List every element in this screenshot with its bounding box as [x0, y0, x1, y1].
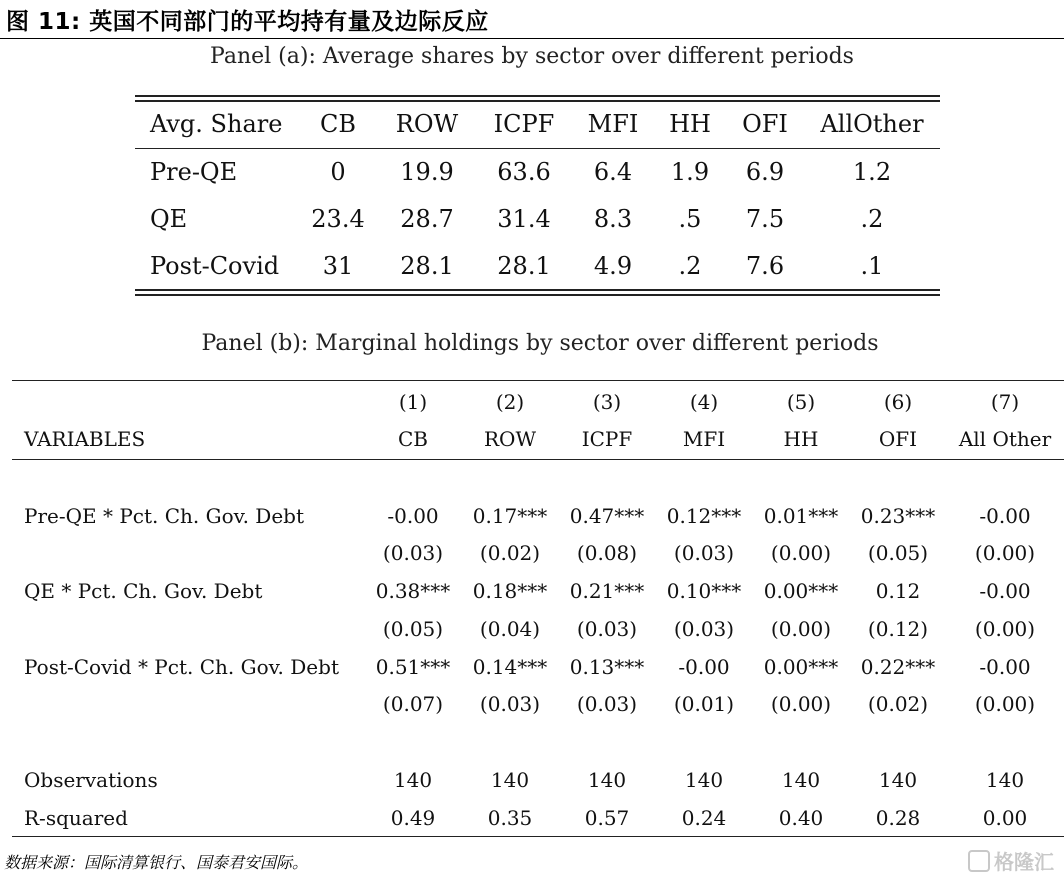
source-note: 数据来源：国际清算银行、国泰君安国际。	[4, 853, 309, 872]
panel-b-se: (0.00)	[770, 541, 832, 565]
panel-a-cell: 31.4	[497, 205, 551, 233]
observations-value: 140	[781, 768, 821, 792]
panel-b-se: (0.04)	[479, 617, 541, 641]
panel-a-cell: .2	[678, 252, 702, 280]
panel-a-header-cell: AllOther	[820, 110, 924, 138]
panel-b-coef: 0.47***	[569, 504, 645, 528]
panel-b-header-rule	[12, 459, 1064, 460]
panel-a-header-cell: HH	[669, 110, 711, 138]
panel-b-se: (0.03)	[673, 541, 735, 565]
panel-a-cell: 31	[322, 252, 354, 280]
observations-value: 140	[490, 768, 530, 792]
r-squared-value: 0.57	[584, 806, 630, 830]
panel-b-col-name: CB	[398, 427, 428, 451]
panel-b-coef: 0.18***	[472, 579, 548, 603]
panel-b-row-label: Pre-QE * Pct. Ch. Gov. Debt	[24, 504, 304, 528]
panel-b-col-name: All Other	[958, 427, 1052, 451]
panel-b-bottom-rule	[12, 836, 1064, 837]
panel-b-row-label: QE * Pct. Ch. Gov. Debt	[24, 579, 263, 603]
observations-value: 140	[985, 768, 1025, 792]
panel-a-row-label: Pre-QE	[150, 158, 238, 186]
panel-b-col-name: OFI	[878, 427, 918, 451]
panel-b-coef: 0.12	[875, 579, 921, 603]
panel-b-coef: 0.38***	[375, 579, 451, 603]
panel-a-cell: 28.1	[497, 252, 551, 280]
observations-value: 140	[878, 768, 918, 792]
r-squared-value: 0.40	[778, 806, 824, 830]
figure-title: 图 11: 英国不同部门的平均持有量及边际反应	[6, 9, 489, 35]
panel-b-top-rule	[12, 380, 1064, 381]
panel-b-variables-label: VARIABLES	[24, 427, 146, 451]
panel-b-col-number: (4)	[689, 390, 719, 414]
panel-b-coef: 0.13***	[569, 655, 645, 679]
watermark	[968, 846, 1054, 875]
panel-b-coef: 0.21***	[569, 579, 645, 603]
panel-a-cell: 28.7	[400, 205, 454, 233]
panel-b-col-number: (1)	[398, 390, 428, 414]
panel-b-coef: 0.51***	[375, 655, 451, 679]
r-squared-value: 0.35	[487, 806, 533, 830]
r-squared-value: 0.28	[875, 806, 921, 830]
panel-b-col-number: (3)	[592, 390, 622, 414]
panel-b-coef: 0.17***	[472, 504, 548, 528]
observations-value: 140	[684, 768, 724, 792]
panel-b-se: (0.00)	[974, 617, 1036, 641]
panel-b-title: Panel (b): Marginal holdings by sector over different periods	[201, 331, 879, 356]
panel-b-coef: 0.14***	[472, 655, 548, 679]
panel-b-col-number: (2)	[495, 390, 525, 414]
panel-a-cell: .5	[678, 205, 702, 233]
panel-a-header-cell: CB	[320, 110, 356, 138]
panel-a-header-cell: ROW	[395, 110, 459, 138]
panel-b-se: (0.02)	[479, 541, 541, 565]
panel-b-se: (0.00)	[974, 692, 1036, 716]
panel-b-se: (0.00)	[770, 692, 832, 716]
panel-a-header-cell: OFI	[742, 110, 788, 138]
panel-b-row-label: Post-Covid * Pct. Ch. Gov. Debt	[24, 655, 339, 679]
panel-a-top-rule-2	[135, 100, 940, 102]
panel-b-coef: -0.00	[979, 579, 1031, 603]
observations-label: Observations	[24, 768, 158, 792]
panel-b-coef: -0.00	[678, 655, 730, 679]
panel-b-se: (0.00)	[974, 541, 1036, 565]
panel-b-col-name: ROW	[483, 427, 537, 451]
panel-a-cell: 1.9	[670, 158, 710, 186]
watermark-text: 格隆汇	[994, 850, 1054, 874]
panel-a-cell: 63.6	[497, 158, 551, 186]
r-squared-value: 0.49	[390, 806, 436, 830]
panel-b-se: (0.12)	[867, 617, 929, 641]
panel-b-se: (0.00)	[770, 617, 832, 641]
observations-value: 140	[393, 768, 433, 792]
panel-a-cell: 7.6	[745, 252, 785, 280]
panel-b-col-number: (5)	[786, 390, 816, 414]
panel-a-cell: 28.1	[400, 252, 454, 280]
panel-b-coef: 0.12***	[666, 504, 742, 528]
figure-title-bar	[0, 0, 1064, 39]
panel-b-se: (0.03)	[382, 541, 444, 565]
panel-b-col-name: ICPF	[581, 427, 633, 451]
watermark-logo-icon	[968, 850, 990, 872]
panel-a-cell: 23.4	[311, 205, 365, 233]
panel-b-coef: -0.00	[979, 504, 1031, 528]
panel-b-se: (0.05)	[867, 541, 929, 565]
panel-a-cell: 0	[330, 158, 346, 186]
r-squared-value: 0.00	[982, 806, 1028, 830]
panel-a-cell: 8.3	[593, 205, 633, 233]
panel-b-se: (0.07)	[382, 692, 444, 716]
panel-b-coef: 0.01***	[763, 504, 839, 528]
panel-a-bottom-rule-2	[135, 294, 940, 296]
panel-a-row-label: Post-Covid	[150, 252, 280, 280]
panel-b-se: (0.08)	[576, 541, 638, 565]
panel-b-coef: 0.22***	[860, 655, 936, 679]
panel-a-header-cell: Avg. Share	[150, 110, 283, 138]
panel-a-cell: 4.9	[593, 252, 633, 280]
panel-a-row-label: QE	[150, 205, 188, 233]
panel-a-cell: 6.9	[745, 158, 785, 186]
panel-b-coef: -0.00	[387, 504, 439, 528]
panel-b-coef: 0.23***	[860, 504, 936, 528]
panel-b-coef: -0.00	[979, 655, 1031, 679]
panel-a-cell: 7.5	[745, 205, 785, 233]
panel-a-cell: 6.4	[593, 158, 633, 186]
panel-b-se: (0.01)	[673, 692, 735, 716]
panel-a-header-rule	[135, 148, 940, 149]
panel-b-col-name: HH	[783, 427, 819, 451]
panel-a-cell: 19.9	[400, 158, 454, 186]
panel-b-col-number: (6)	[883, 390, 913, 414]
panel-a-cell: .1	[860, 252, 884, 280]
panel-b-coef: 0.00***	[763, 655, 839, 679]
panel-a-cell: 1.2	[852, 158, 892, 186]
panel-b-coef: 0.00***	[763, 579, 839, 603]
r-squared-value: 0.24	[681, 806, 727, 830]
panel-b-coef: 0.10***	[666, 579, 742, 603]
panel-b-se: (0.02)	[867, 692, 929, 716]
panel-a-title: Panel (a): Average shares by sector over different periods	[210, 44, 854, 69]
panel-b-se: (0.03)	[576, 692, 638, 716]
panel-b-col-number: (7)	[990, 390, 1020, 414]
panel-a-header-cell: ICPF	[493, 110, 555, 138]
observations-value: 140	[587, 768, 627, 792]
r-squared-label: R-squared	[24, 806, 128, 830]
panel-b-se: (0.03)	[576, 617, 638, 641]
panel-a-bottom-rule-1	[135, 289, 940, 291]
panel-a-cell: .2	[860, 205, 884, 233]
panel-b-se: (0.05)	[382, 617, 444, 641]
panel-b-se: (0.03)	[479, 692, 541, 716]
panel-b-col-name: MFI	[682, 427, 726, 451]
panel-b-se: (0.03)	[673, 617, 735, 641]
panel-a-header-cell: MFI	[587, 110, 639, 138]
panel-a-top-rule-1	[135, 95, 940, 97]
